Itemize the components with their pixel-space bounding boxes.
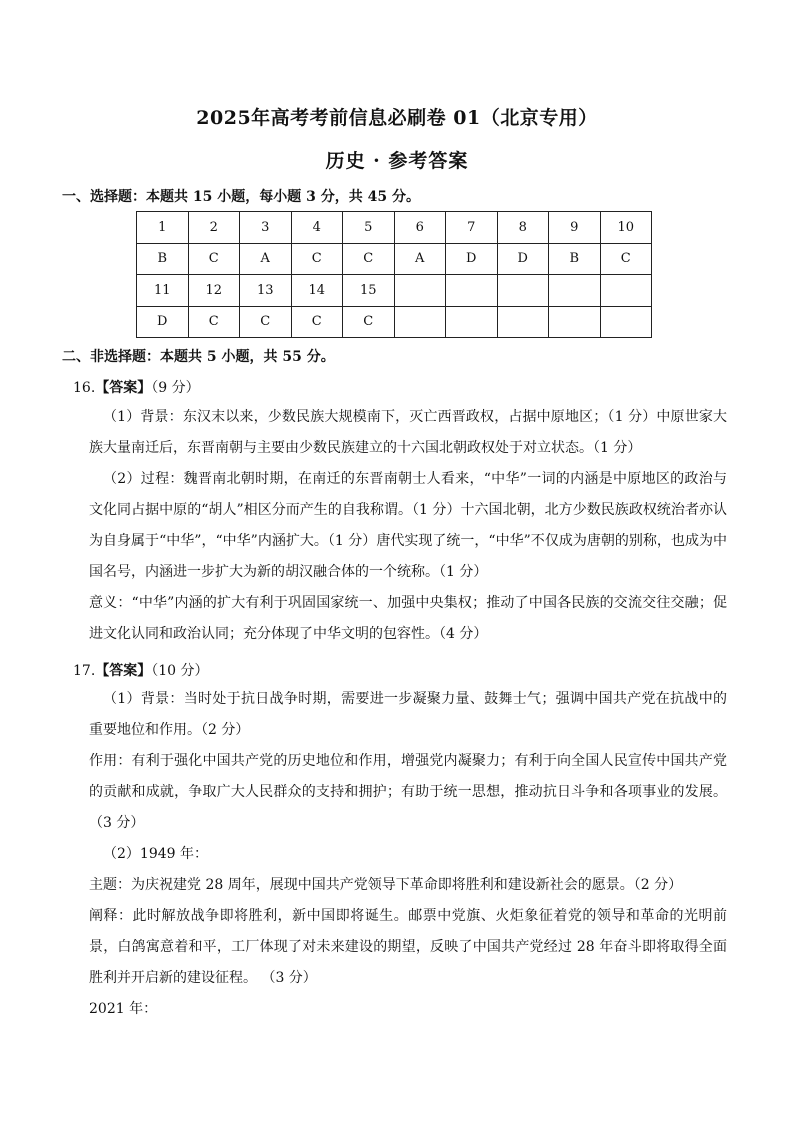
q17-year-2021	[89, 994, 727, 1025]
answer-cell: C	[343, 243, 395, 275]
q16-part1-text: （1）背景：东汉末以来，少数民族大规模南下，灭亡西晋政权，占据中原地区；（1 分）中原世家大族大量南迁后，东晋南朝与主要由少数民族建立的十六国北朝政权处于对立状态。（1 分）	[89, 409, 727, 456]
q16-significance	[89, 588, 727, 650]
question-number-cell: 1	[137, 212, 189, 244]
q16-points: （9 分）	[151, 380, 200, 396]
question-number-cell: 3	[240, 212, 292, 244]
q16-heading	[73, 377, 200, 397]
question-number-cell: 10	[600, 212, 652, 244]
question-number-cell: 6	[394, 212, 446, 244]
table-row	[137, 306, 652, 338]
answer-cell: C	[240, 306, 292, 338]
answer-cell: A	[394, 243, 446, 275]
answer-cell: C	[600, 243, 652, 275]
question-number-cell: 9	[549, 212, 601, 244]
answer-cell: B	[549, 243, 601, 275]
q17-theme	[89, 870, 727, 901]
answer-cell: C	[188, 306, 240, 338]
q16-part1	[89, 402, 727, 464]
answer-cell: D	[137, 306, 189, 338]
table-row	[137, 275, 652, 307]
section-2-heading: 二、非选择题：本题共 5 小题，共 55 分。	[62, 349, 335, 365]
q17-theme-text: 主题：为庆祝建党 28 周年，展现中国共产党领导下革命即将胜利和建设新社会的愿景。（2 分）	[89, 877, 683, 893]
question-number-cell: 7	[446, 212, 498, 244]
q17-points: （10 分）	[151, 663, 209, 679]
q17-number: 17.	[73, 663, 96, 679]
empty-cell	[446, 306, 498, 338]
table-row	[137, 212, 652, 244]
answer-table	[136, 211, 652, 338]
q17-explanation-text: 阐释：此时解放战争即将胜利，新中国即将诞生。邮票中党旗、火炬象征着党的领导和革命的光明前景，白鸽寓意着和平，工厂体现了对未来建设的期望，反映了中国共产党经过 28 年奋斗即将取得全面胜利并开启新的建设征程。 （3 分）	[89, 908, 727, 986]
answer-cell: B	[137, 243, 189, 275]
q17-explanation	[89, 901, 727, 994]
answer-cell: A	[240, 243, 292, 275]
table-row	[137, 243, 652, 275]
q17-role-text: 作用：有利于强化中国共产党的历史地位和作用，增强党内凝聚力；有利于向全国人民宣传中国共产党的贡献和成就，争取广大人民群众的支持和拥护；有助于统一思想，推动抗日斗争和各项事业的发展。（3 分）	[89, 753, 727, 831]
answer-cell: C	[291, 243, 343, 275]
q17-role	[89, 746, 727, 839]
q17-part2-text: （2）1949 年：	[103, 846, 208, 862]
q16-significance-text: 意义：“中华”内涵的扩大有利于巩固国家统一、加强中央集权；推动了中国各民族的交流交往交融；促进文化认同和政治认同；充分体现了中华文明的包容性。（4 分）	[89, 595, 727, 642]
q16-part2-text: （2）过程：魏晋南北朝时期，在南迁的东晋南朝士人看来，“中华”一词的内涵是中原地区的政治与文化同占据中原的“胡人”相区分而产生的自我称谓。（1 分）十六国北朝，北方少数民族政权统治者亦认为自身属于“中华”，“中华”内涵扩大。（1 分）唐代实现了统一，“中华”不仅成为唐朝的别称，也成为中国名号，内涵进一步扩大为新的胡汉融合体的一个统称。（1 分）	[89, 471, 727, 580]
empty-cell	[394, 306, 446, 338]
empty-cell	[600, 275, 652, 307]
question-number-cell: 4	[291, 212, 343, 244]
page-subtitle: 历史 · 参考答案	[325, 150, 469, 172]
empty-cell	[497, 275, 549, 307]
question-number-cell: 13	[240, 275, 292, 307]
empty-cell	[394, 275, 446, 307]
section-1-heading: 一、选择题：本题共 15 小题，每小题 3 分，共 45 分。	[62, 189, 420, 205]
empty-cell	[549, 275, 601, 307]
empty-cell	[549, 306, 601, 338]
page-title: 2025年高考考前信息必刷卷 01（北京专用）	[196, 107, 598, 129]
answer-cell: D	[497, 243, 549, 275]
question-number-cell: 8	[497, 212, 549, 244]
question-number-cell: 14	[291, 275, 343, 307]
empty-cell	[446, 275, 498, 307]
q17-part1	[89, 684, 727, 746]
question-number-cell: 12	[188, 275, 240, 307]
empty-cell	[600, 306, 652, 338]
q17-heading	[73, 660, 209, 680]
q16-part2	[89, 464, 727, 588]
question-number-cell: 5	[343, 212, 395, 244]
q17-part2	[89, 839, 727, 870]
question-number-cell: 15	[343, 275, 395, 307]
answer-cell: C	[291, 306, 343, 338]
q16-number: 16.	[73, 380, 96, 396]
q17-part1-text: （1）背景：当时处于抗日战争时期，需要进一步凝聚力量、鼓舞士气；强调中国共产党在抗战中的重要地位和作用。（2 分）	[89, 691, 727, 738]
question-number-cell: 11	[137, 275, 189, 307]
answer-cell: C	[343, 306, 395, 338]
q17-answer-label: 【答案】	[95, 663, 152, 679]
q16-answer-label: 【答案】	[95, 380, 152, 396]
question-number-cell: 2	[188, 212, 240, 244]
answer-cell: C	[188, 243, 240, 275]
q17-year-2021-text: 2021 年：	[89, 1001, 158, 1017]
answer-cell: D	[446, 243, 498, 275]
empty-cell	[497, 306, 549, 338]
